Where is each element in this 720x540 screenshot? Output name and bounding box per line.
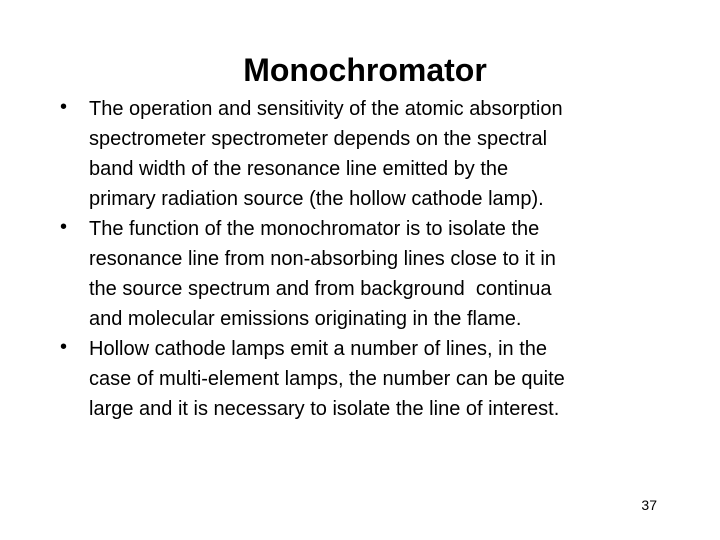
bullet-item bbox=[60, 334, 700, 424]
bullet-line: the source spectrum and from background continua bbox=[89, 278, 552, 300]
bullet-line: The operation and sensitivity of the atomic absorption bbox=[89, 98, 563, 120]
bullet-line: case of multi-element lamps, the number can be quite bbox=[89, 368, 565, 390]
bullet-line: The function of the monochromator is to isolate the bbox=[89, 218, 540, 240]
bullet-dot-icon: • bbox=[60, 216, 68, 238]
bullet-dot-icon: • bbox=[60, 336, 68, 358]
bullet-list bbox=[60, 94, 700, 424]
bullet-dot-icon: • bbox=[60, 96, 68, 118]
bullet-line: band width of the resonance line emitted by the bbox=[89, 158, 509, 180]
slide-title: Monochromator bbox=[243, 52, 487, 88]
bullet-line: large and it is necessary to isolate the line of interest. bbox=[89, 398, 560, 420]
bullet-line: and molecular emissions originating in the flame. bbox=[89, 308, 522, 330]
page-number: 37 bbox=[641, 497, 657, 513]
bullet-line: primary radiation source (the hollow cathode lamp). bbox=[89, 188, 544, 210]
bullet-line: Hollow cathode lamps emit a number of lines, in the bbox=[89, 338, 548, 360]
bullet-line: resonance line from non-absorbing lines close to it in bbox=[89, 248, 556, 270]
bullet-line: spectrometer spectrometer depends on the spectral bbox=[89, 128, 548, 150]
bullet-item bbox=[60, 94, 700, 214]
bullet-item bbox=[60, 214, 700, 334]
